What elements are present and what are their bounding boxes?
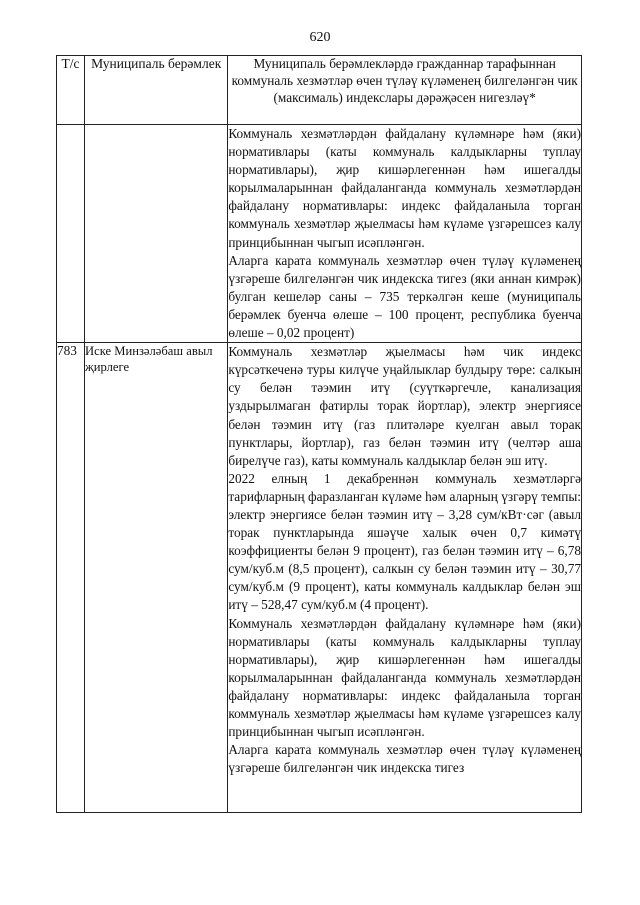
- row-municipality: Иске Минзәләбаш авыл җирлеге: [85, 343, 228, 813]
- table-row: [57, 343, 582, 813]
- header-num: Т/с: [57, 56, 85, 125]
- table-header-row: [57, 56, 582, 125]
- description-paragraph: 2022 елның 1 декабреннән коммуналь хезмәтләргә тарифларның фаразланган күләме һәм аларның үзгәрү темпы: электр энергиясе белән тәэмин итү – 3,28 сум/кВт·сәг (авыл торак пунктларында яшәүче халык өчен 0,7 кимәтү коэффициенты белән 9 процент), газ белән тәэмин итү – 6,78 сум/куб.м (8,5 процент), салкын су белән тәэмин итү – 30,77 сум/куб.м (9 процент), каты коммуналь калдыклар белән эш итү – 528,47 сум/куб.м (4 процент).: [228, 470, 581, 613]
- municipal-index-table: [56, 55, 582, 813]
- table-row: [57, 125, 582, 343]
- header-description: Муниципаль берәмлекләрдә гражданнар тарафыннан коммуналь хезмәтләр өчен түләү күләменең билгеләнгән чик (максималь) индекслары дәрәҗәсен нигезләү*: [228, 56, 582, 125]
- row-description: [228, 343, 582, 813]
- header-municipality: Муниципаль берәмлек: [85, 56, 228, 125]
- description-paragraph: Аларга карата коммуналь хезмәтләр өчен түләү күләменең үзгәреше билгеләнгән чик индекска тигез: [228, 742, 581, 776]
- description-paragraph: Аларга карата коммуналь хезмәтләр өчен түләү күләменең үзгәреше билгеләнгән чик индекска тигез (яки аннан кимрәк) булган кешеләр саны – 735 теркәлгән кеше (муниципаль берәмлек буенча өлеше – 100 процент, республика буенча өлеше – 0,02 процент): [228, 252, 581, 341]
- page-number: 620: [309, 30, 331, 45]
- row-municipality: [85, 125, 228, 343]
- description-paragraph: Коммуналь хезмәтләрдән файдалану күләмнәре һәм (яки) нормативлары (каты коммуналь калдыкларны туплау нормативлары), җир кишәрлегеннән һәм ишегалды корылмаларыннан файдаланганда коммуналь хезмәтләрдән файдалану нормативлары: индекс файдаланыла торган коммуналь хезмәтләр җыелмасы һәм күләме үзгәрешсез калу принцибыннан чыгып исәпләнгән.: [228, 615, 581, 740]
- row-description: [228, 125, 582, 343]
- row-num: [57, 125, 85, 343]
- description-paragraph: Коммуналь хезмәтләр җыелмасы һәм чик индекс күрсәткеченә туры килүче уңайлыклар булдыру төре: салкын су белән тәэмин итү (суүткәргечле, канализация уздырылмаган фатирлы торак йортлар), электр энергиясе белән тәэмин итү (газ плитәләре куелган авыл торак пунктлары, йортлар), газ белән тәэмин итү (челтәр аша бирелүче газ), каты коммуналь калдыклар белән эш итү.: [228, 344, 581, 468]
- description-paragraph: Коммуналь хезмәтләрдән файдалану күләмнәре һәм (яки) нормативлары (каты коммуналь калдыкларны туплау нормативлары), җир кишәрлегеннән һәм ишегалды корылмаларыннан файдаланганда коммуналь хезмәтләрдән файдалану нормативлары: индекс файдаланыла торган коммуналь хезмәтләр җыелмасы һәм күләме үзгәрешсез калу принцибыннан чыгып исәпләнгән.: [228, 126, 581, 250]
- row-num: 783: [57, 343, 85, 813]
